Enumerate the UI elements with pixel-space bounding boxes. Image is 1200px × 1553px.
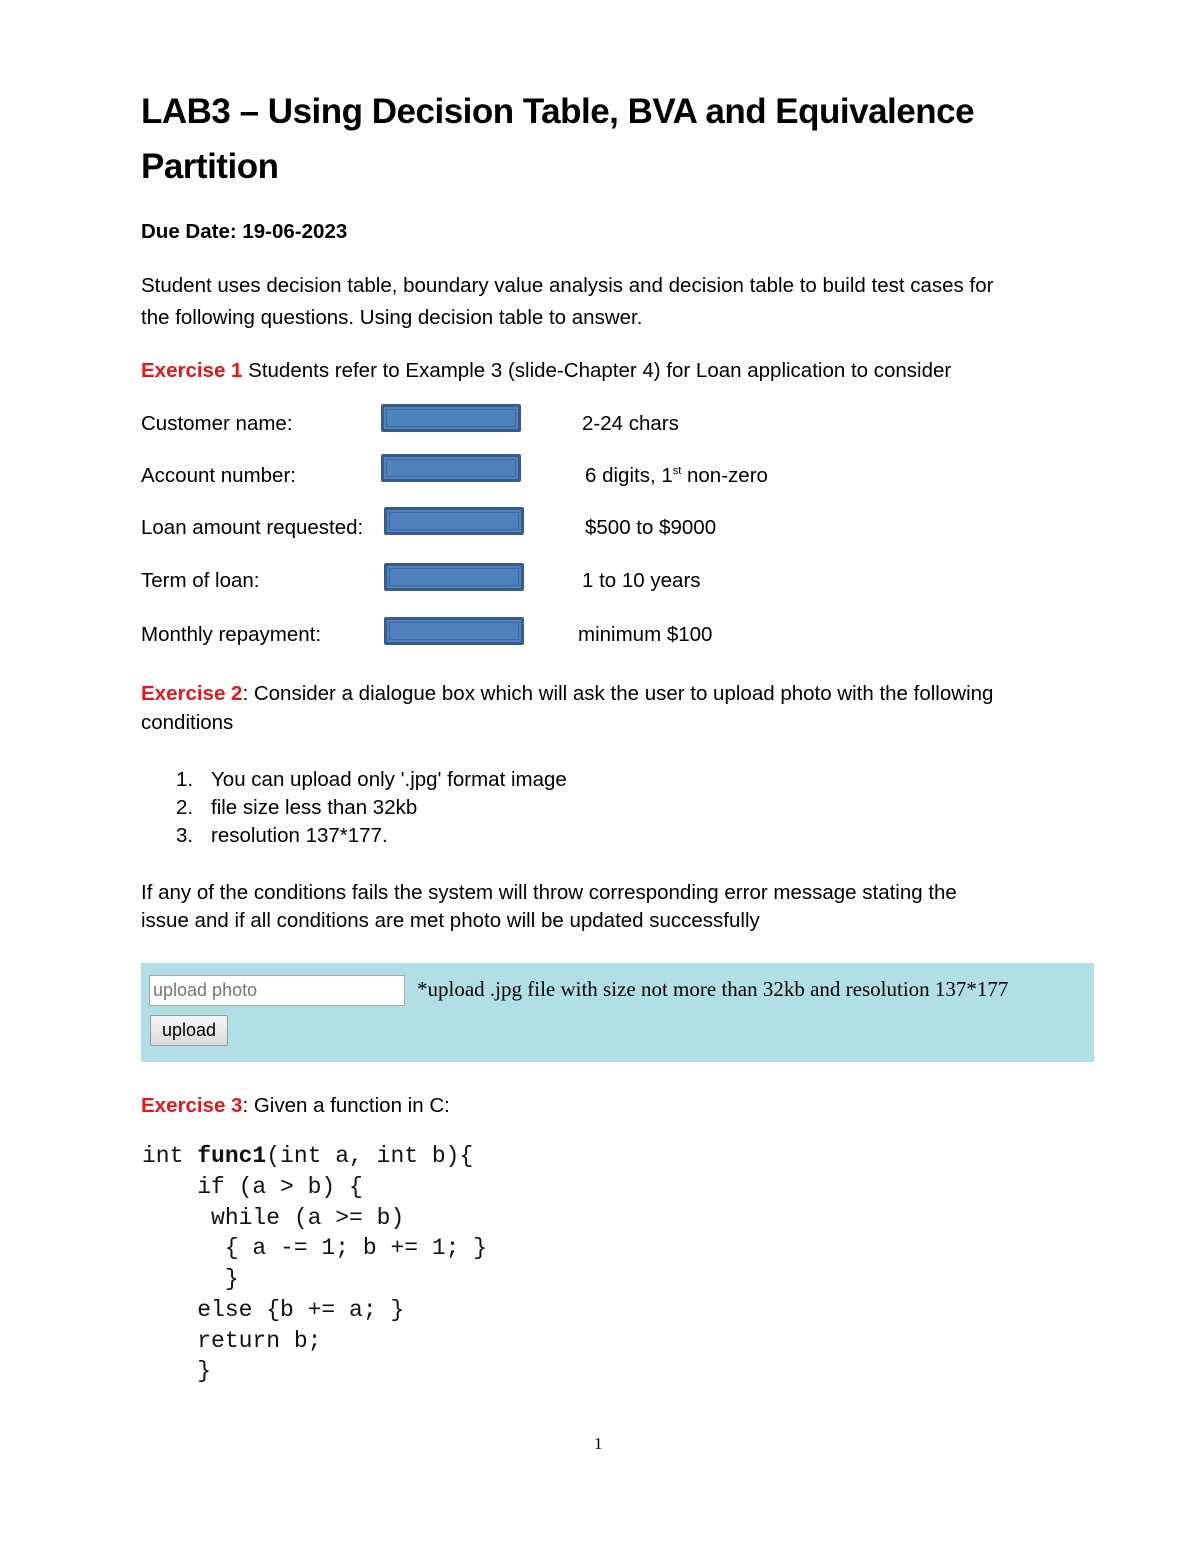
account-number-field[interactable] [381,454,521,482]
exercise-2-para-2: issue and if all conditions are met photo will be updated successfully [141,909,760,932]
rule-text: non-zero [681,464,768,487]
monthly-repayment-rule: minimum $100 [578,623,713,646]
exercise-2-label: Exercise 2 [141,682,243,705]
form-label-customer-name: Customer name: [141,412,293,435]
exercise-2-text-2: conditions [141,711,234,734]
exercise-2-para-1: If any of the conditions fails the system will throw corresponding error message stating the [141,881,957,904]
code-token: (int a, int b){ [266,1143,474,1169]
upload-button[interactable]: upload [150,1015,228,1046]
list-item: file size less than 32kb [211,796,418,819]
rule-superscript: st [672,465,682,478]
exercise-2-heading [141,682,993,706]
monthly-repayment-field[interactable] [384,617,524,645]
rule-text: 6 digits, 1 [585,464,673,487]
term-rule: 1 to 10 years [582,569,701,592]
customer-name-field[interactable] [381,404,521,432]
intro-line-2: the following questions. Using decision table to answer. [141,306,643,329]
code-line: else {b += a; } [142,1297,405,1323]
code-line: { a -= 1; b += 1; } [142,1235,488,1261]
upload-photo-input[interactable] [149,975,405,1006]
exercise-3-text: : Given a function in C: [242,1094,450,1117]
function-name: func1 [197,1143,267,1169]
list-item: resolution 137*177. [211,824,388,847]
exercise-3-heading [141,1094,450,1118]
exercise-2-text: : Consider a dialogue box which will ask the user to upload photo with the following [242,682,994,705]
form-label-term: Term of loan: [141,569,260,592]
customer-name-rule: 2-24 chars [582,412,679,435]
loan-amount-rule: $500 to $9000 [585,516,717,539]
form-label-loan-amount: Loan amount requested: [141,516,364,539]
code-line: } [142,1358,212,1384]
due-date: Due Date: 19-06-2023 [141,220,348,243]
exercise-1-label: Exercise 1 [141,359,243,382]
upload-panel [141,963,1094,1062]
loan-amount-field[interactable] [384,507,524,535]
exercise-1-text: Students refer to Example 3 (slide-Chapter 4) for Loan application to consider [242,359,952,382]
code-line: while (a >= b) [142,1205,405,1231]
list-number: 1. [176,768,194,791]
exercise-3-label: Exercise 3 [141,1094,243,1117]
code-line: if (a > b) { [142,1174,363,1200]
form-label-account-number: Account number: [141,464,296,487]
code-line: return b; [142,1328,322,1354]
list-number: 2. [176,796,194,819]
title-line-1: LAB3 – Using Decision Table, BVA and Equivalence [141,92,975,131]
title-line-2: Partition [141,147,279,186]
account-number-rule [585,464,768,488]
form-label-monthly-repayment: Monthly repayment: [141,623,322,646]
list-number: 3. [176,824,194,847]
upload-hint: *upload .jpg file with size not more than 32kb and resolution 137*177 [417,977,1009,1001]
page-number: 1 [594,1434,603,1453]
code-line [142,1143,473,1169]
term-of-loan-field[interactable] [384,563,524,591]
intro-line-1: Student uses decision table, boundary value analysis and decision table to build test cases for [141,274,994,297]
code-line: } [142,1266,239,1292]
exercise-1-heading [141,359,951,383]
list-item: You can upload only '.jpg' format image [211,768,567,791]
code-token: int [142,1143,198,1169]
